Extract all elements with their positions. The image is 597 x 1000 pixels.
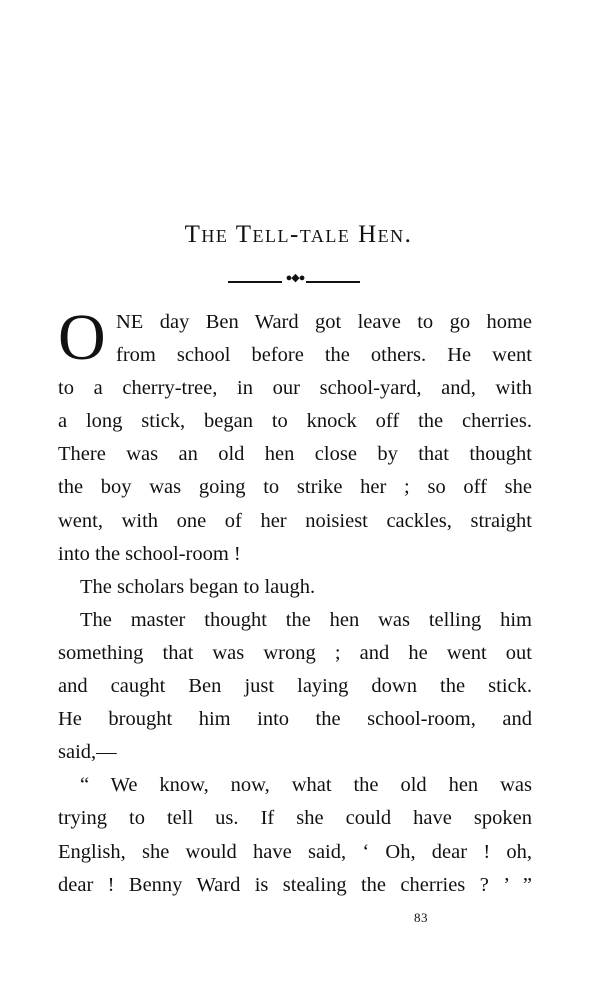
text-line: went, with one of her noisiest cackles, straight bbox=[58, 509, 532, 532]
story-text bbox=[58, 301, 532, 902]
text-line: from school before the others. He went bbox=[116, 344, 532, 367]
title-ornament bbox=[228, 272, 360, 286]
drop-cap: O bbox=[58, 301, 106, 374]
text-line: trying to tell us. If she could have spoken bbox=[58, 807, 532, 830]
text-line: “ We know, now, what the old hen was bbox=[80, 774, 532, 797]
text-line: to a cherry-tree, in our school-yard, and, with bbox=[58, 377, 532, 400]
text-line: English, she would have said, ‘ Oh, dear ! oh, bbox=[58, 840, 532, 863]
text-line: and caught Ben just laying down the stick. bbox=[58, 675, 532, 698]
text-line: dear ! Benny Ward is stealing the cherries ? ’ ” bbox=[58, 873, 532, 896]
text-line: The master thought the hen was telling him bbox=[80, 608, 532, 631]
text-line: a long stick, began to knock off the cherries. bbox=[58, 410, 532, 433]
text-line: said,— bbox=[58, 741, 117, 764]
ornament-dots: ●◆● bbox=[285, 272, 305, 284]
text-line: into the school-room ! bbox=[58, 542, 241, 565]
text-line: something that was wrong ; and he went out bbox=[58, 641, 532, 664]
text-line: the boy was going to strike her ; so off she bbox=[58, 476, 532, 499]
text-line: NE day Ben Ward got leave to go home bbox=[116, 311, 532, 333]
text-line: There was an old hen close by that thought bbox=[58, 443, 532, 466]
ornament-rule-left bbox=[228, 281, 282, 283]
text-line: He brought him into the school-room, and bbox=[58, 708, 532, 731]
page-number: 83 bbox=[414, 910, 428, 925]
text-line: The scholars began to laugh. bbox=[80, 575, 316, 598]
chapter-title: The Tell-tale Hen. bbox=[184, 221, 413, 248]
ornament-rule-right bbox=[306, 281, 360, 283]
